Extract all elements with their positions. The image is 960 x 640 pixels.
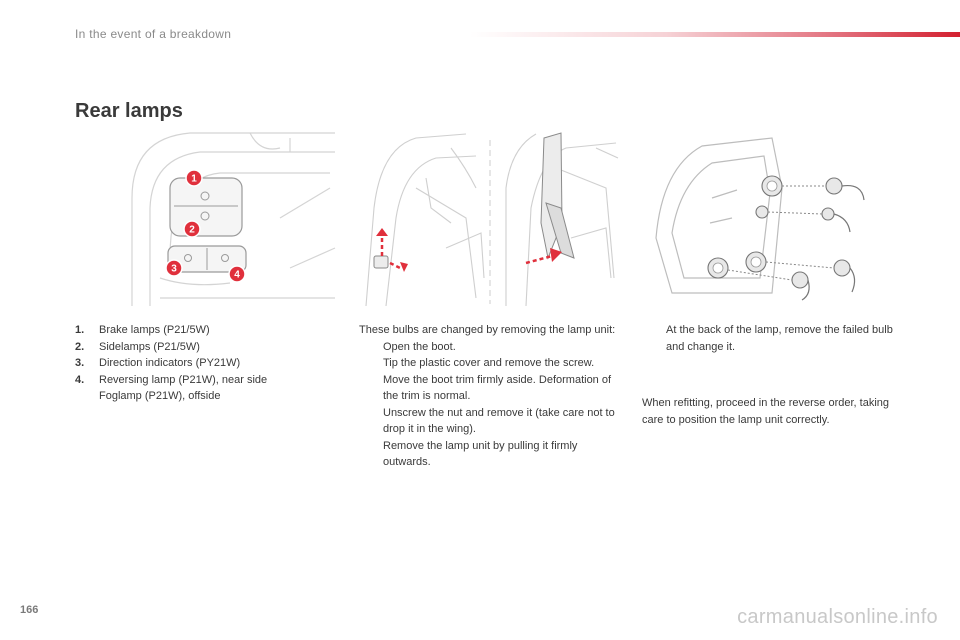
boot-trim-removal-figure [356, 128, 622, 306]
lamp-unit-bulbs-figure [652, 128, 892, 306]
legend-item [75, 339, 303, 356]
callout-3: 3 [171, 263, 177, 275]
procedure-instructions [359, 322, 623, 471]
step-text: Unscrew the nut and remove it (take care not to drop it in the wing). [383, 406, 615, 435]
legend-text: Brake lamps (P21/5W) [99, 324, 210, 336]
bulb-legend [75, 322, 303, 405]
watermark: carmanualsonline.info [737, 606, 938, 628]
procedure-step [359, 372, 623, 405]
legend-text: Reversing lamp (P21W), near side Foglamp (P21W), offside [99, 373, 268, 402]
page-title: Rear lamps [75, 100, 183, 122]
procedure-step [359, 405, 623, 438]
callout-2: 2 [189, 224, 195, 236]
page-number: 166 [20, 604, 39, 616]
legend-number: 3. [75, 357, 85, 369]
legend-number: 4. [75, 373, 85, 386]
header-gradient-bar [470, 32, 960, 37]
legend-item [75, 322, 303, 339]
step-text: Remove the lamp unit by pulling it firmly outwards. [383, 439, 578, 468]
legend-number: 2. [75, 340, 85, 353]
step-text: Tip the plastic cover and remove the screw. [383, 357, 595, 369]
check-bullet-icon [359, 438, 383, 471]
bulb-change-step [642, 322, 897, 355]
callout-1: 1 [191, 173, 197, 185]
procedure-step [359, 438, 623, 471]
procedure-intro: These bulbs are changed by removing the lamp unit: [359, 324, 616, 336]
legend-item [75, 355, 303, 372]
section-header: In the event of a breakdown [75, 27, 232, 41]
step-text: At the back of the lamp, remove the failed bulb and change it. [666, 324, 893, 353]
check-bullet-icon [642, 322, 666, 355]
check-bullet-icon [359, 372, 383, 405]
procedure-step [359, 339, 623, 356]
legend-text: Sidelamps (P21/5W) [99, 340, 200, 353]
check-bullet-icon [359, 339, 383, 356]
procedure-step [359, 355, 623, 372]
check-bullet-icon [359, 355, 383, 372]
legend-number: 1. [75, 324, 85, 336]
callout-4: 4 [234, 269, 240, 281]
procedure-step [642, 322, 897, 355]
check-bullet-icon [359, 405, 383, 438]
step-text: Open the boot. [383, 340, 456, 353]
legend-text: Direction indicators (PY21W) [99, 357, 241, 369]
legend-item [75, 372, 303, 405]
rear-lamp-cluster-figure [130, 128, 340, 306]
refitting-note: When refitting, proceed in the reverse order, taking care to position the lamp unit correctly. [642, 397, 890, 426]
step-text: Move the boot trim firmly aside. Deformation of the trim is normal. [383, 373, 612, 402]
